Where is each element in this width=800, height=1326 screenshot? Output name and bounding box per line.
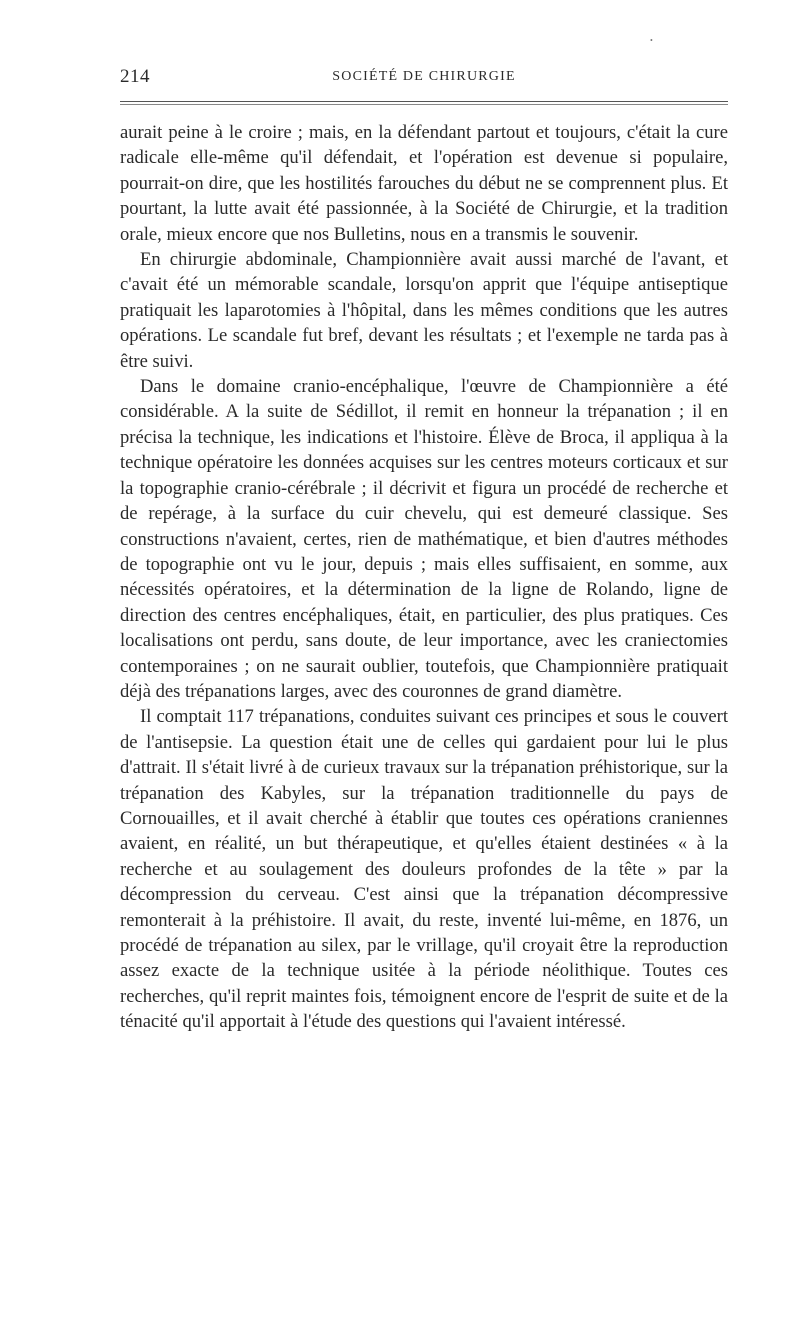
paragraph: aurait peine à le croire ; mais, en la défendant partout et toujours, c'était la cure radicale elle-même qu'il défendait, et l'opération est devenue si populaire, pourrait-on dire, que les hostilités farouches du début ne se comprennent plus. Et pourtant, la lutte avait été passionnée, à la Société de Chirurgie, et la tradition orale, mieux encore que nos Bulletins, nous en a transmis le souvenir. [120, 122, 728, 245]
body-text [120, 120, 728, 1035]
page-speck: • [650, 36, 653, 45]
paragraph: Dans le domaine cranio-encéphalique, l'œuvre de Championnière a été considérable. A la suite de Sédillot, il remit en honneur la trépanation ; il en précisa la technique, les indications et l'histoire. Élève de Broca, il appliqua à la technique opératoire les données acquises sur les centres moteurs corticaux et sur la topographie cranio-cérébrale ; il décrivit et figura un procédé de recherche et de repérage, à la surface du cuir chevelu, qui est demeuré classique. Ses constructions n'avaient, certes, rien de mathématique, et bien d'autres méthodes de topographie ont vu le jour, depuis ; mais elles suffisaient, en somme, aux nécessités opératoires, et la détermination de la ligne de Rolando, ligne de direction des centres encéphaliques, était, en particulier, des plus pratiques. Ces localisations ont perdu, sans doute, de leur importance, avec les craniectomies contemporaines ; on ne saurait oublier, toutefois, que Championnière pratiquait déjà des trépanations larges, avec des couronnes de grand diamètre. [120, 376, 728, 702]
paragraph: En chirurgie abdominale, Championnière avait aussi marché de l'avant, et c'avait été un mémorable scandale, lorsqu'on apprit que l'équipe antiseptique pratiquait les laparotomies à l'hôpital, dans les mêmes conditions que les autres opérations. Le scandale fut bref, devant les résultats ; et l'exemple ne tarda pas à être suivi. [120, 249, 728, 372]
page-number: 214 [120, 66, 150, 87]
running-title: SOCIÉTÉ DE CHIRURGIE [332, 69, 516, 84]
running-header [120, 66, 728, 92]
header-rule [120, 101, 728, 102]
paragraph: Il comptait 117 trépanations, conduites suivant ces principes et sous le couvert de l'antisepsie. La question était une de celles qui gardaient pour lui le plus d'attrait. Il s'était livré à de curieux travaux sur la trépanation préhistorique, sur la trépanation des Kabyles, sur la trépanation traditionnelle du pays de Cornouailles, et il avait cherché à établir que toutes ces opérations craniennes avaient, en réalité, un but thérapeutique, et qu'elles étaient destinées « à la recherche et au soulagement des douleurs profondes de la tête » par la décompression du cerveau. C'est ainsi que la trépanation décompressive remonterait à la préhistoire. Il avait, du reste, inventé lui-même, en 1876, un procédé de trépanation au silex, par le vrillage, qu'il croyait être la reproduction assez exacte de la technique usitée à la période néolithique. Toutes ces recherches, qu'il reprit maintes fois, témoignent encore de l'esprit de suite et de la ténacité qu'il apportait à l'étude des questions qui l'avaient intéressé. [120, 706, 728, 1033]
